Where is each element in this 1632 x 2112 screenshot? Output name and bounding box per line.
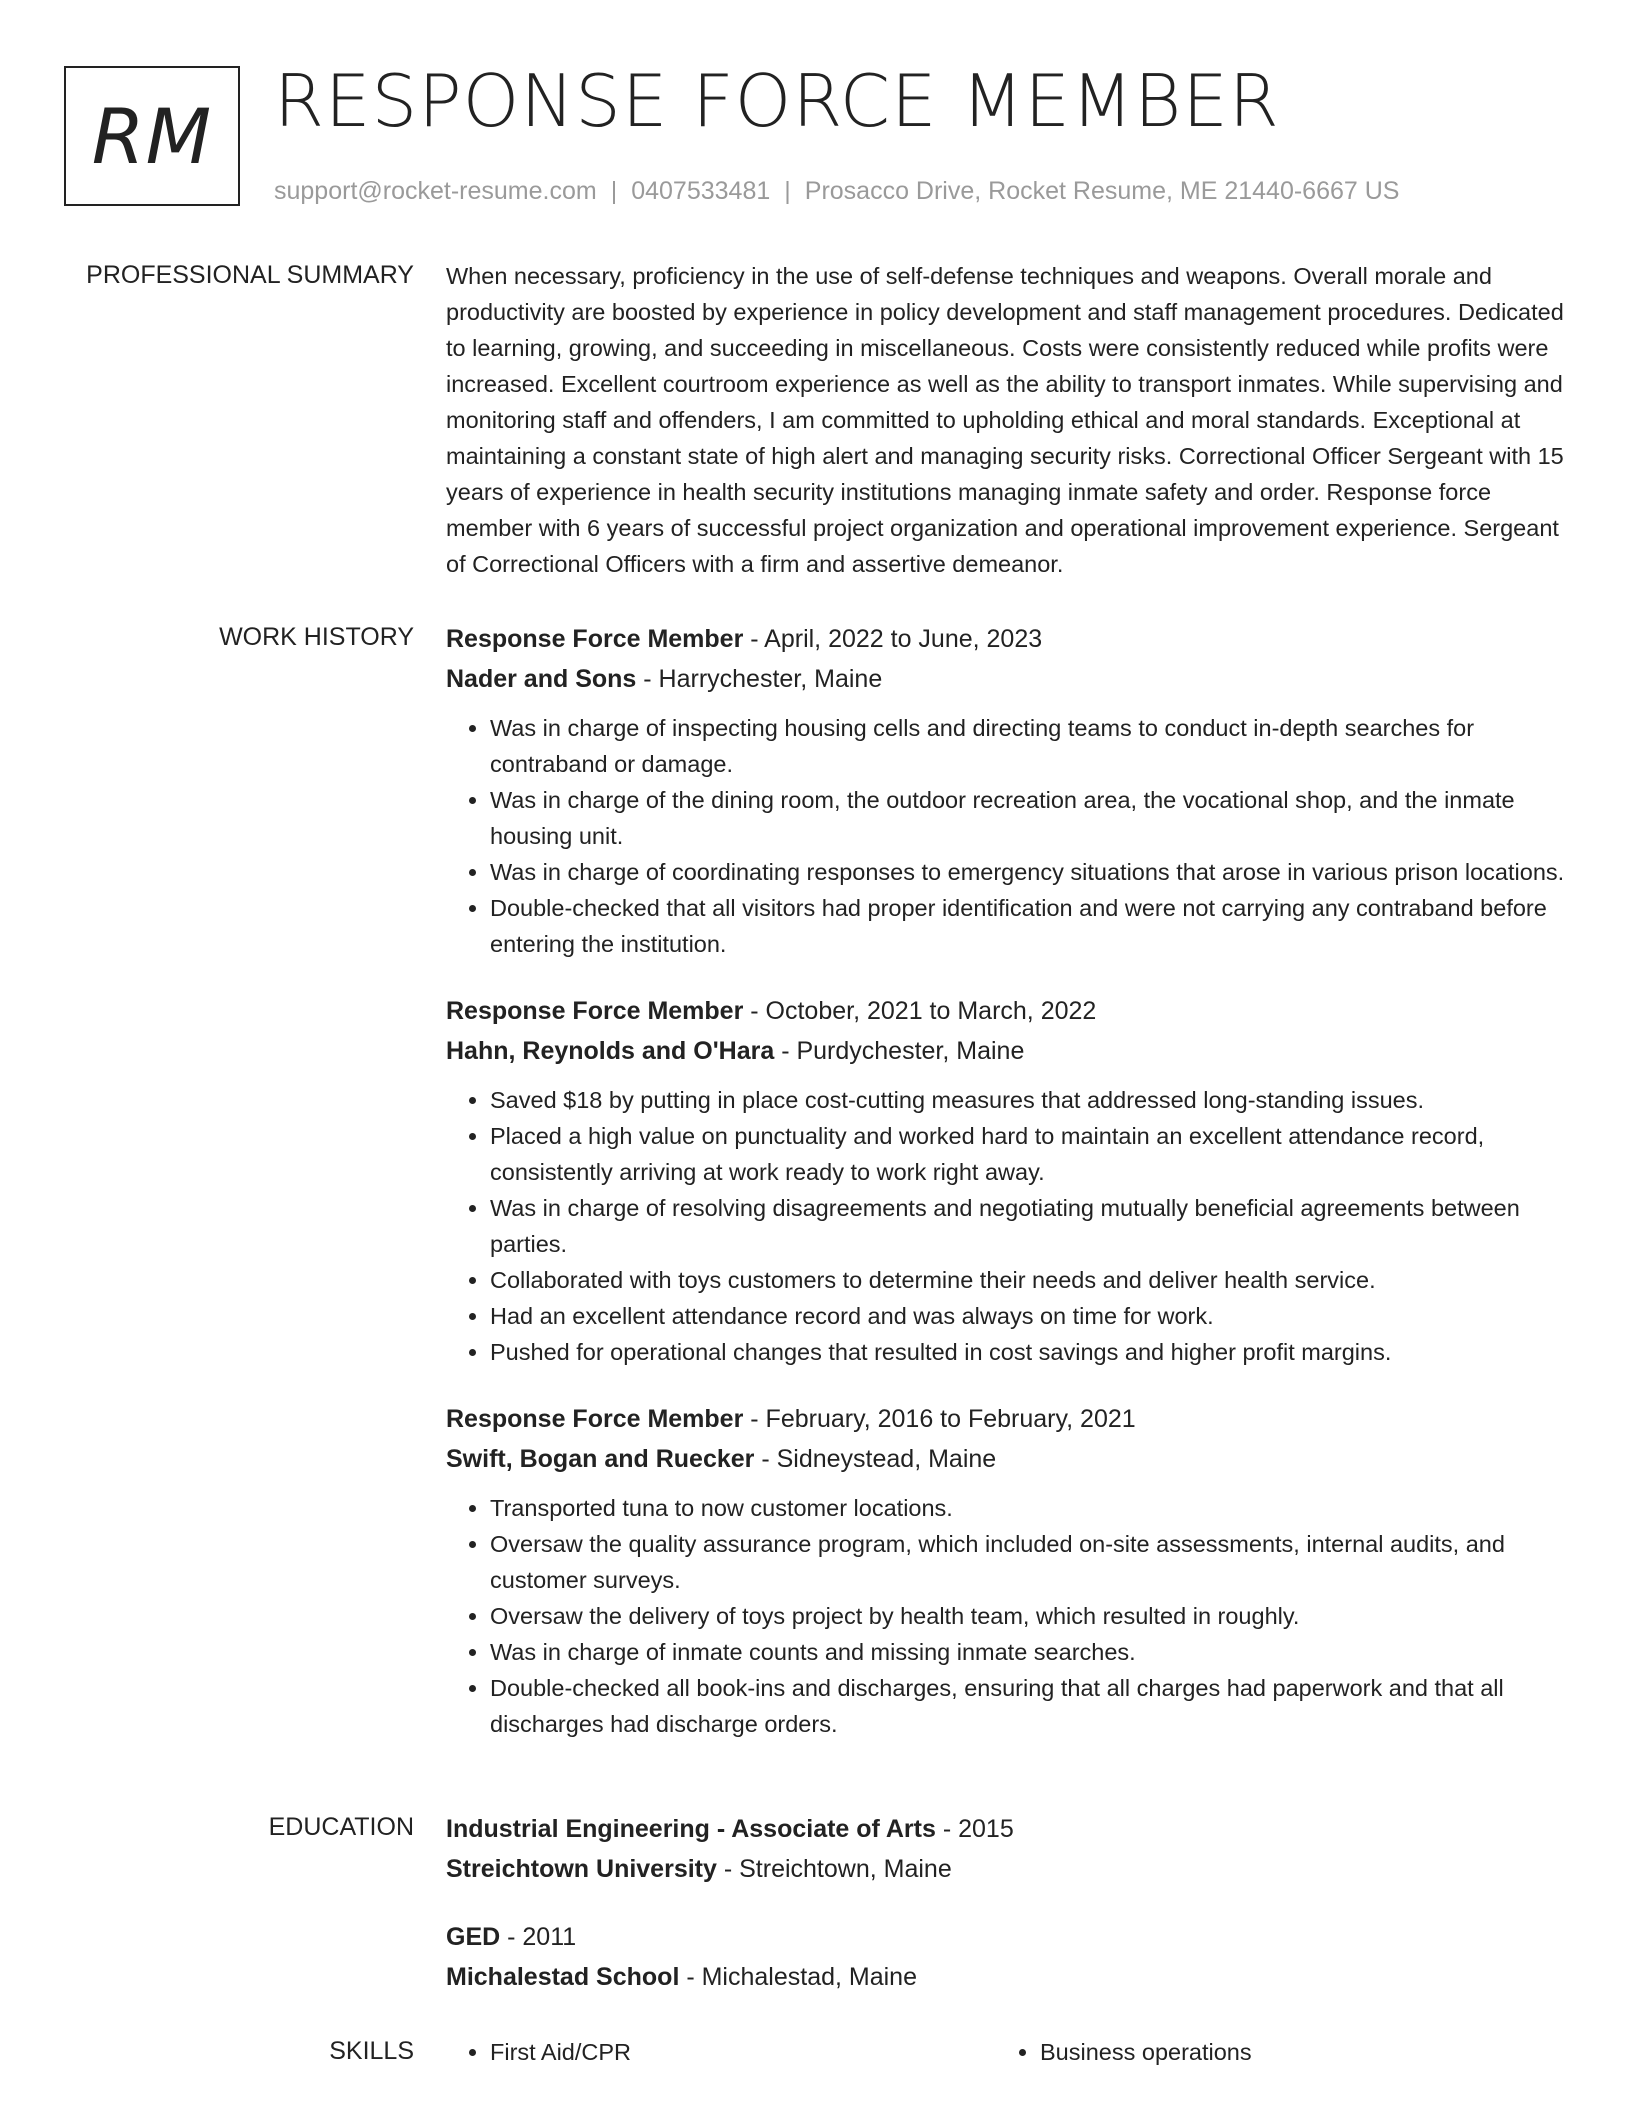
resume-content: [0, 258, 1632, 2108]
job-bullet: • Was in charge of resolving disagreements and negotiating mutually beneficial agreements between parties.: [490, 1190, 1578, 1262]
job-bullet: • Pushed for operational changes that resulted in cost savings and higher profit margins.: [490, 1334, 1578, 1370]
job-entry: [446, 620, 1578, 962]
job-role-line: [446, 992, 1578, 1030]
job-company: Nader and Sons: [446, 665, 637, 693]
education-degree-line: [446, 1918, 1578, 1956]
job-bullet: • Was in charge of the dining room, the outdoor recreation area, the vocational shop, and the inmate housing unit.: [490, 782, 1578, 854]
job-bullet: • Was in charge of coordinating responses to emergency situations that arose in various prison locations.: [490, 854, 1578, 890]
job-company-line: [446, 1440, 1578, 1478]
section-title-work-history: WORK HISTORY: [219, 623, 414, 651]
section-title-skills: SKILLS: [329, 2037, 414, 2065]
job-role: Response Force Member: [446, 1405, 744, 1433]
job-bullets: [446, 1490, 1578, 1742]
skill-item: • Business operations: [1040, 2034, 1546, 2070]
contact-line: [274, 174, 1399, 208]
contact-separator: |: [610, 177, 618, 205]
skills-column-right: [996, 2034, 1546, 2070]
skills-grid: [446, 2034, 1578, 2070]
job-company: Swift, Bogan and Ruecker: [446, 1445, 755, 1473]
education-location: - Streichtown, Maine: [716, 1855, 952, 1883]
monogram: RM: [64, 66, 240, 206]
job-company-line: [446, 660, 1578, 698]
job-location: - Sidneystead, Maine: [754, 1445, 997, 1473]
job-company-line: [446, 1032, 1578, 1070]
job-dates: - February, 2016 to February, 2021: [743, 1405, 1136, 1433]
skills-section: [0, 2034, 1632, 2070]
skill-item: • First Aid/CPR: [490, 2034, 996, 2070]
job-location: - Purdychester, Maine: [774, 1037, 1025, 1065]
job-bullet: • Placed a high value on punctuality and worked hard to maintain an excellent attendance record, consistently arriving at work ready to work right away.: [490, 1118, 1578, 1190]
work-history-body: [414, 620, 1632, 1772]
job-role-line: [446, 1400, 1578, 1438]
education-degree-line: [446, 1810, 1578, 1848]
summary-body: [414, 258, 1632, 582]
job-role: Response Force Member: [446, 997, 744, 1025]
education-school-line: [446, 1850, 1578, 1888]
job-bullet: • Had an excellent attendance record and was always on time for work.: [490, 1298, 1578, 1334]
contact-email: support@rocket-resume.com: [274, 177, 597, 205]
education-year: - 2015: [935, 1815, 1014, 1843]
job-role: Response Force Member: [446, 625, 744, 653]
section-title-summary: PROFESSIONAL SUMMARY: [86, 261, 414, 289]
contact-phone: 0407533481: [631, 177, 771, 205]
job-bullet: • Oversaw the quality assurance program, which included on-site assessments, internal audits, and customer surveys.: [490, 1526, 1578, 1598]
education-degree: Industrial Engineering - Associate of Arts: [446, 1815, 936, 1843]
job-dates: - April, 2022 to June, 2023: [743, 625, 1043, 653]
summary-text: When necessary, proficiency in the use of self-defense techniques and weapons. Overall morale and productivity are boosted by experience in policy development and staff management procedures. Dedicated to learning, growing, and succeeding in miscellaneous. Costs were consistently reduced while profits were increased. Excellent courtroom experience as well as the ability to transport inmates. While supervising and monitoring staff and offenders, I am committed to upholding ethical and moral standards. Exceptional at maintaining a constant state of high alert and managing security risks. Correctional Officer Sergeant with 15 years of experience in health security institutions managing inmate safety and order. Response force member with 6 years of successful project organization and operational improvement experience. Sergeant of Correctional Officers with a firm and assertive demeanor.: [446, 263, 1564, 577]
job-bullet: • Double-checked that all visitors had proper identification and were not carrying any contraband before entering the institution.: [490, 890, 1578, 962]
job-bullets: [446, 710, 1578, 962]
education-degree: GED: [446, 1923, 501, 1951]
education-school: Michalestad School: [446, 1963, 680, 1991]
job-bullet: • Oversaw the delivery of toys project by health team, which resulted in roughly.: [490, 1598, 1578, 1634]
job-bullet: • Saved $18 by putting in place cost-cutting measures that addressed long-standing issues.: [490, 1082, 1578, 1118]
job-bullet: • Was in charge of inspecting housing cells and directing teams to conduct in-depth searches for contraband or damage.: [490, 710, 1578, 782]
summary-section: [0, 258, 1632, 582]
job-role-line: [446, 620, 1578, 658]
contact-separator: |: [784, 177, 791, 205]
education-entry: [446, 1918, 1578, 1996]
education-section: [0, 1810, 1632, 1996]
education-year: - 2011: [500, 1923, 577, 1951]
education-location: - Michalestad, Maine: [679, 1963, 917, 1991]
job-location: - Harrychester, Maine: [636, 665, 883, 693]
job-bullets: [446, 1082, 1578, 1370]
job-company: Hahn, Reynolds and O'Hara: [446, 1037, 775, 1065]
job-bullet: • Transported tuna to now customer locations.: [490, 1490, 1578, 1526]
job-dates: - October, 2021 to March, 2022: [743, 997, 1097, 1025]
education-entry: [446, 1810, 1578, 1888]
section-title-education: EDUCATION: [268, 1813, 414, 1841]
education-body: [414, 1810, 1632, 1996]
job-bullet: • Collaborated with toys customers to determine their needs and deliver health service.: [490, 1262, 1578, 1298]
contact-address: Prosacco Drive, Rocket Resume, ME 21440-6667 US: [804, 177, 1400, 205]
job-entry: [446, 1400, 1578, 1742]
job-bullet: • Was in charge of inmate counts and missing inmate searches.: [490, 1634, 1578, 1670]
job-entry: [446, 992, 1578, 1370]
resume-title: RESPONSE FORCE MEMBER: [274, 59, 1280, 143]
skills-column-left: [446, 2034, 996, 2070]
work-history-section: [0, 620, 1632, 1772]
skills-body: [414, 2034, 1632, 2070]
education-school: Streichtown University: [446, 1855, 717, 1883]
education-school-line: [446, 1958, 1578, 1996]
job-bullet: • Double-checked all book-ins and discharges, ensuring that all charges had paperwork and that all discharges had discharge orders.: [490, 1670, 1578, 1742]
